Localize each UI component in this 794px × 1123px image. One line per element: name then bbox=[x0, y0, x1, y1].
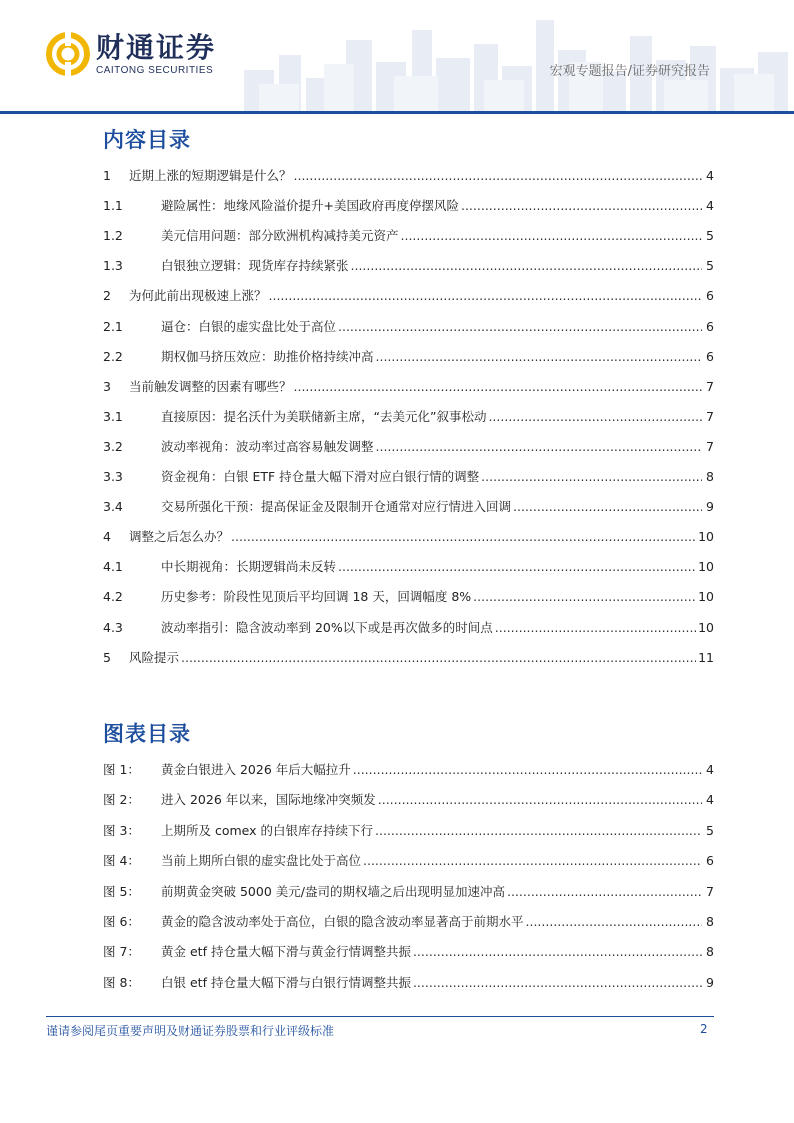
dot-leader bbox=[401, 228, 702, 243]
dot-leader bbox=[481, 469, 702, 484]
figures-entry-page: 6 bbox=[706, 853, 714, 869]
figures-entry[interactable] bbox=[103, 942, 714, 962]
figures-entry-page: 8 bbox=[706, 944, 714, 960]
toc-entry[interactable] bbox=[103, 256, 714, 276]
figures-entry-number: 图 4： bbox=[103, 853, 140, 869]
toc-entry[interactable] bbox=[103, 497, 714, 517]
dot-leader bbox=[294, 168, 702, 183]
toc-entry[interactable] bbox=[103, 437, 714, 457]
figures-entry[interactable] bbox=[103, 821, 714, 841]
toc-entry-number: 4.2 bbox=[103, 589, 123, 605]
toc-entry-title: 波动率指引：隐含波动率到 20%以下或是再次做多的时间点 bbox=[161, 619, 493, 635]
figures-entry-title: 上期所及 comex 的白银库存持续下行 bbox=[161, 822, 374, 838]
toc-entry[interactable] bbox=[103, 648, 714, 668]
dot-leader bbox=[294, 379, 702, 394]
figures-entry-number: 图 5： bbox=[103, 883, 140, 899]
figures-entry[interactable] bbox=[103, 882, 714, 902]
page-number: 2 bbox=[700, 1022, 708, 1036]
toc-entry-page: 5 bbox=[706, 228, 714, 244]
figures-entry-page: 9 bbox=[706, 974, 714, 990]
toc-entry-page: 4 bbox=[706, 168, 714, 183]
figures-entry[interactable] bbox=[103, 973, 714, 993]
logo-chinese-name: 财通证券 bbox=[96, 30, 217, 64]
toc-entry-page: 8 bbox=[706, 469, 714, 484]
dot-leader bbox=[526, 914, 702, 929]
dot-leader bbox=[375, 823, 702, 838]
figures-entry-page: 5 bbox=[706, 822, 714, 838]
figures-entry-page: 8 bbox=[706, 914, 714, 929]
toc-entry[interactable] bbox=[103, 618, 714, 638]
toc-entry-number: 1.3 bbox=[103, 258, 123, 274]
toc-entry-page: 9 bbox=[706, 499, 714, 515]
toc-entry-page: 5 bbox=[706, 258, 714, 274]
toc-entry-page: 6 bbox=[706, 288, 714, 304]
toc-entry[interactable] bbox=[103, 557, 714, 577]
toc-entry[interactable] bbox=[103, 347, 714, 367]
toc-entry[interactable] bbox=[103, 286, 714, 306]
dot-leader bbox=[507, 884, 702, 899]
toc-entry-title: 期权伽马挤压效应：助推价格持续冲高 bbox=[161, 348, 374, 364]
figures-entry-title: 当前上期所白银的虚实盘比处于高位 bbox=[161, 853, 362, 869]
dot-leader bbox=[376, 349, 702, 364]
dot-leader bbox=[495, 620, 696, 635]
toc-entry-number: 4.1 bbox=[103, 559, 123, 575]
figures-entry-page: 7 bbox=[706, 883, 714, 899]
toc-entry-page: 7 bbox=[706, 438, 714, 454]
dot-leader bbox=[488, 409, 702, 424]
figures-entry-title: 黄金 etf 持仓量大幅下滑与黄金行情调整共振 bbox=[161, 944, 411, 960]
toc-entry-page: 11 bbox=[698, 649, 714, 665]
toc-entry-number: 2 bbox=[103, 288, 111, 304]
toc-entry-title: 中长期视角：长期逻辑尚未反转 bbox=[161, 559, 337, 575]
figures-entry-page: 4 bbox=[706, 762, 714, 777]
toc-entry-page: 10 bbox=[698, 619, 714, 635]
figures-entry-number: 图 6： bbox=[103, 914, 140, 929]
toc-entry[interactable] bbox=[103, 317, 714, 337]
city-skyline-graphic bbox=[234, 0, 794, 112]
toc-entry-number: 2.1 bbox=[103, 318, 123, 334]
dot-leader bbox=[461, 198, 702, 213]
footer-disclaimer: 谨请参阅尾页重要声明及财通证券股票和行业评级标准 bbox=[46, 1024, 335, 1038]
figures-entry-number: 图 3： bbox=[103, 822, 140, 838]
logo-english-name: CAITONG SECURITIES bbox=[96, 64, 214, 76]
toc-entry-number: 1.2 bbox=[103, 228, 123, 244]
toc-entry-title: 为何此前出现极速上涨？ bbox=[129, 288, 267, 304]
dot-leader bbox=[269, 288, 702, 303]
figures-entry-number: 图 7： bbox=[103, 944, 140, 960]
figures-entry[interactable] bbox=[103, 851, 714, 871]
toc-entry-title: 避险属性：地缘风险溢价提升+美国政府再度停摆风险 bbox=[161, 198, 459, 214]
toc-entry-number: 4.3 bbox=[103, 619, 123, 635]
toc-entry-page: 10 bbox=[698, 559, 714, 575]
dot-leader bbox=[376, 439, 702, 454]
dot-leader bbox=[378, 792, 702, 807]
dot-leader bbox=[473, 589, 696, 604]
figures-entry[interactable] bbox=[103, 790, 714, 810]
toc-entry[interactable] bbox=[103, 407, 714, 427]
figures-entry-number: 图 2： bbox=[103, 792, 140, 808]
toc-entry-number: 3.1 bbox=[103, 408, 123, 424]
toc-entry-number: 5 bbox=[103, 649, 111, 665]
figures-entry-title: 白银 etf 持仓量大幅下滑与白银行情调整共振 bbox=[161, 974, 411, 990]
page-header bbox=[0, 0, 794, 112]
toc-entry[interactable] bbox=[103, 226, 714, 246]
figures-title: 图表目录 bbox=[103, 722, 191, 746]
toc-entry-number: 3.3 bbox=[103, 469, 123, 484]
toc-entry-page: 4 bbox=[706, 198, 714, 214]
toc-entry-page: 10 bbox=[698, 529, 714, 545]
toc-entry-title: 交易所强化干预：提高保证金及限制开仓通常对应行情进入回调 bbox=[161, 499, 512, 515]
toc-entry-page: 6 bbox=[706, 348, 714, 364]
toc-entry-title: 资金视角：白银 ETF 持仓量大幅下滑对应白银行情的调整 bbox=[161, 469, 480, 484]
figures-entry-number: 图 1： bbox=[103, 762, 140, 777]
toc-entry-title: 逼仓：白银的虚实盘比处于高位 bbox=[161, 318, 337, 334]
toc-entry-page: 7 bbox=[706, 408, 714, 424]
figures-entry[interactable] bbox=[103, 912, 714, 932]
toc-entry[interactable] bbox=[103, 527, 714, 547]
toc-title: 内容目录 bbox=[103, 128, 191, 152]
toc-entry[interactable] bbox=[103, 377, 714, 397]
dot-leader bbox=[413, 944, 702, 959]
toc-entry-title: 美元信用问题：部分欧洲机构减持美元资产 bbox=[161, 228, 399, 244]
toc-entry-title: 调整之后怎么办？ bbox=[129, 529, 230, 545]
toc-entry-title: 白银独立逻辑：现货库存持续紧张 bbox=[161, 258, 349, 274]
dot-leader bbox=[513, 499, 702, 514]
toc-entry-title: 当前触发调整的因素有哪些？ bbox=[129, 378, 292, 394]
toc-entry-number: 3 bbox=[103, 378, 111, 394]
toc-entry-number: 1.1 bbox=[103, 198, 123, 214]
toc-entry-page: 10 bbox=[698, 589, 714, 605]
toc-entry-number: 3.4 bbox=[103, 499, 123, 515]
toc-entry-number: 3.2 bbox=[103, 438, 123, 454]
figures-entry-number: 图 8： bbox=[103, 974, 140, 990]
toc-entry-title: 直接原因：提名沃什为美联储新主席，“去美元化”叙事松动 bbox=[161, 408, 487, 424]
toc-entry[interactable] bbox=[103, 467, 714, 487]
toc-entry-number: 2.2 bbox=[103, 348, 123, 364]
figures-entry-title: 前期黄金突破 5000 美元/盎司的期权墙之后出现明显加速冲高 bbox=[161, 883, 505, 899]
toc-entry-page: 6 bbox=[706, 318, 714, 334]
company-logo bbox=[46, 32, 216, 76]
toc-entry-title: 历史参考：阶段性见顶后平均回调 18 天，回调幅度 8% bbox=[161, 589, 472, 605]
toc-entry-title: 波动率视角：波动率过高容易触发调整 bbox=[161, 438, 374, 454]
dot-leader bbox=[181, 650, 696, 665]
toc-entry[interactable] bbox=[103, 196, 714, 216]
figures-entry-title: 黄金白银进入 2026 年后大幅拉升 bbox=[161, 762, 351, 777]
figures-entry-page: 4 bbox=[706, 792, 714, 808]
figures-entry-title: 黄金的隐含波动率处于高位，白银的隐含波动率显著高于前期水平 bbox=[161, 914, 524, 929]
dot-leader bbox=[363, 853, 702, 868]
figures-entry-title: 进入 2026 年以来，国际地缘冲突频发 bbox=[161, 792, 376, 808]
footer-divider bbox=[46, 1016, 714, 1017]
header-divider bbox=[0, 111, 794, 114]
dot-leader bbox=[413, 975, 702, 990]
toc-entry-number: 4 bbox=[103, 529, 111, 545]
dot-leader bbox=[338, 319, 702, 334]
dot-leader bbox=[231, 529, 696, 544]
toc-entry-title: 风险提示 bbox=[129, 649, 180, 665]
toc-entry[interactable] bbox=[103, 166, 714, 186]
logo-emblem-icon bbox=[46, 32, 90, 76]
report-type-label: 宏观专题报告/证券研究报告 bbox=[549, 64, 710, 79]
figures-entry[interactable] bbox=[103, 760, 714, 780]
toc-entry-page: 7 bbox=[706, 378, 714, 394]
dot-leader bbox=[338, 559, 696, 574]
toc-entry[interactable] bbox=[103, 587, 714, 607]
dot-leader bbox=[351, 258, 702, 273]
toc-entry-title: 近期上涨的短期逻辑是什么？ bbox=[129, 168, 292, 183]
dot-leader bbox=[353, 762, 702, 777]
toc-entry-number: 1 bbox=[103, 168, 111, 183]
